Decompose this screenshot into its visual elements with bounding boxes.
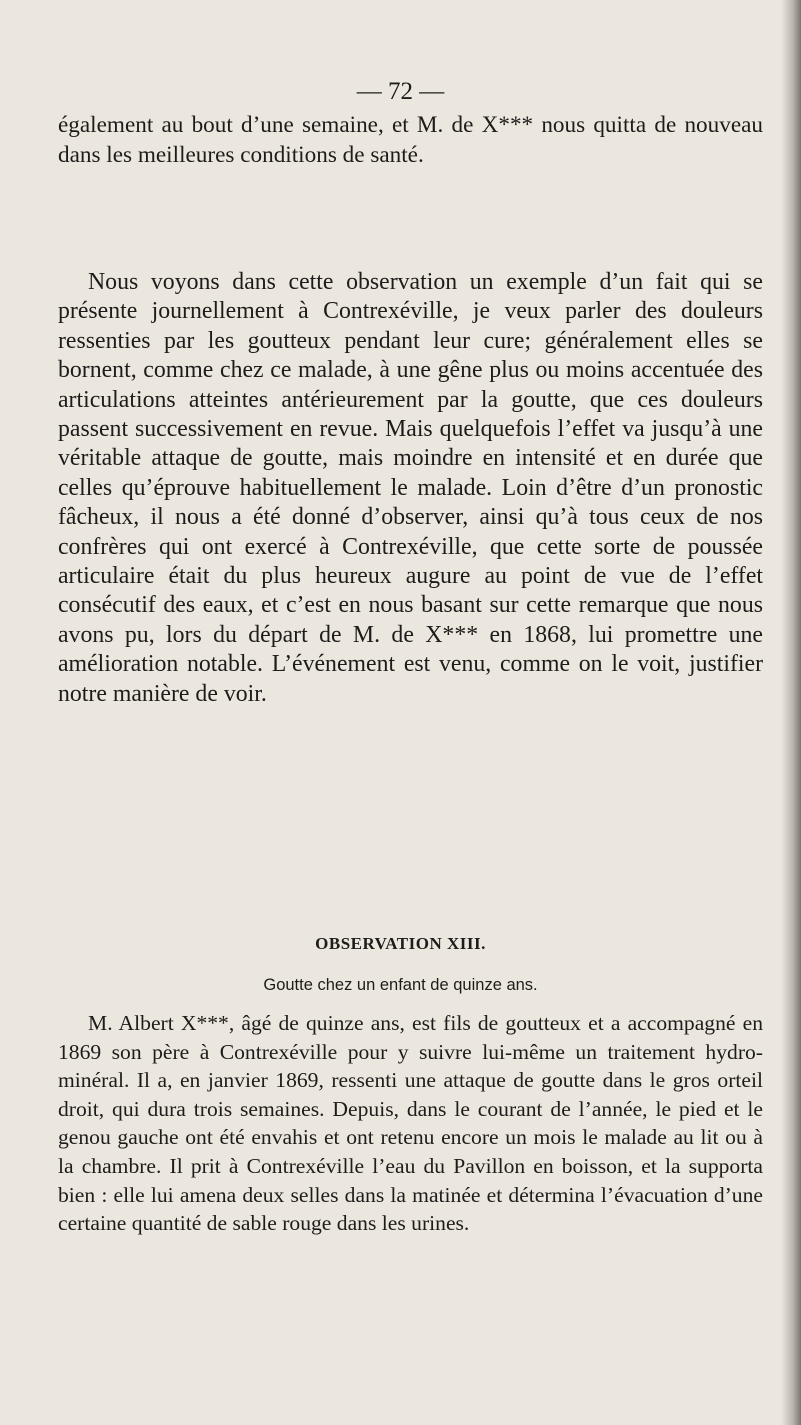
- intro-paragraph: également au bout d’une semaine, et M. de X*** nous quitta de nouveau dans les meilleures conditions de santé.: [58, 112, 763, 168]
- page-edge-shadow: [781, 0, 801, 1425]
- observation-heading: OBSERVATION XIII.: [315, 934, 486, 953]
- discussion-paragraph: Nous voyons dans cette observation un exemple d’un fait qui se présente journellement à Contrexéville, je veux parler des douleurs ressenties par les goutteux pendant leur cure; généralement elles se bornent, comme chez ce malade, à une gêne plus ou moins accentuée des articulations atteintes antérieurement par la goutte, que ces douleurs passent successivement en revue. Mais quelquefois l’effet va jusqu’à une véritable attaque de goutte, mais moindre en intensité et en durée que celles qu’éprouve habituellement le malade. Loin d’être d’un pronostic fâcheux, il nous a été donné d’observer, ainsi qu’à tous ceux de nos confrères qui ont exercé à Contrexéville, que cette sorte de poussée articulaire était du plus heureux augure au point de vue de l’effet consécutif des eaux, et c’est en nous basant sur cette remarque que nous avons pu, lors du départ de M. de X*** en 1868, lui promettre une amélioration notable. L’événement est venu, comme on le voit, justifier notre manière de voir.: [58, 269, 763, 707]
- observation-body: M. Albert X***, âgé de quinze ans, est fils de goutteux et a accompagné en 1869 son père à Contrexéville pour y suivre lui-même un traitement hydro-minéral. Il a, en janvier 1869, ressenti une attaque de goutte dans le gros orteil droit, qui dura trois semaines. Depuis, dans le courant de l’année, le pied et le genou gauche ont été envahis et ont retenu encore un mois le malade au lit ou à la chambre. Il prit à Contrexéville l’eau du Pavillon en boisson, et la supporta bien : elle lui amena deux selles dans la matinée et détermina l’évacuation d’une certaine quantité de sable rouge dans les urines.: [58, 1011, 763, 1236]
- observation-subtitle: Goutte chez un enfant de quinze ans.: [263, 976, 538, 994]
- page-number: — 72 —: [356, 78, 445, 105]
